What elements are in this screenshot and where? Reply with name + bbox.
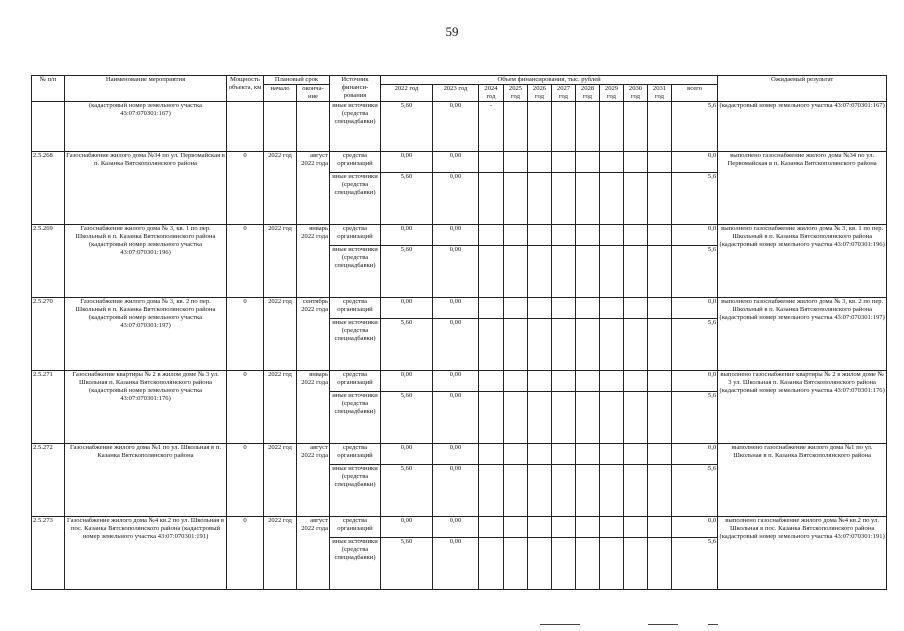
table-row bbox=[32, 102, 887, 152]
row-source-1-2023: 0,00 bbox=[433, 517, 479, 538]
empty-cell bbox=[648, 173, 672, 225]
row-source-1-2023: 0,00 bbox=[433, 444, 479, 465]
empty-cell bbox=[528, 152, 552, 173]
empty-cell bbox=[600, 371, 624, 392]
header-total: всего bbox=[672, 85, 718, 102]
row-source-1: средства организаций bbox=[330, 225, 381, 246]
empty-cell bbox=[504, 371, 528, 392]
empty-cell bbox=[504, 173, 528, 225]
row-source-2-2022: 5,60 bbox=[381, 465, 433, 517]
row-end: январь 2022 года bbox=[297, 371, 330, 444]
cont-source: иные источники (средства спецнадбавки) bbox=[330, 102, 381, 152]
empty-cell bbox=[528, 444, 552, 465]
empty-cell bbox=[479, 392, 504, 444]
empty-cell bbox=[600, 246, 624, 298]
row-name: Газоснабжение жилого дома №4 кв.2 по ул. Школьная в пос. Казанка Вятскополянского района (кадастровый номер земельного участка 43:07:070301:191) bbox=[65, 517, 227, 590]
row-source-1-2022: 0,00 bbox=[381, 444, 433, 465]
empty-cell bbox=[624, 465, 648, 517]
header-2031: 2031 год bbox=[648, 85, 672, 102]
header-2028: 2028 год bbox=[576, 85, 600, 102]
empty-cell bbox=[600, 298, 624, 319]
empty-cell bbox=[528, 225, 552, 246]
table-row bbox=[32, 444, 887, 465]
row-end: август 2022 года bbox=[297, 517, 330, 590]
row-source-2-total: 5,6 bbox=[672, 538, 718, 590]
empty-cell bbox=[504, 517, 528, 538]
empty-cell bbox=[479, 225, 504, 246]
empty-cell bbox=[648, 371, 672, 392]
empty-cell bbox=[624, 517, 648, 538]
row-start: 2022 год bbox=[264, 371, 297, 444]
cont-2022: 5,60 bbox=[381, 102, 433, 152]
empty-cell bbox=[528, 517, 552, 538]
row-source-2: иные источники (средства спецнадбавки) bbox=[330, 538, 381, 590]
empty-cell bbox=[648, 538, 672, 590]
row-source-2: иные источники (средства спецнадбавки) bbox=[330, 392, 381, 444]
row-source-1-total: 0,0 bbox=[672, 444, 718, 465]
header-2023: 2023 год bbox=[433, 85, 479, 102]
empty-cell bbox=[624, 319, 648, 371]
empty-cell bbox=[528, 246, 552, 298]
empty-cell bbox=[600, 392, 624, 444]
empty-cell bbox=[648, 465, 672, 517]
empty-cell bbox=[479, 246, 504, 298]
empty-cell bbox=[479, 465, 504, 517]
empty-cell bbox=[648, 392, 672, 444]
empty-cell bbox=[528, 392, 552, 444]
row-source-2-2023: 0,00 bbox=[433, 392, 479, 444]
row-name: Газоснабжение жилого дома № 3, кв. 2 по пер. Школьный в п. Казанка Вятскополянского района (кадастровый номер земельного участка 43:07:070301:197) bbox=[65, 298, 227, 371]
row-result: выполнено газоснабжение квартиры № 2 в жилом доме № 3 ул. Школьная п. Казанка Вятскополянского района (кадастровый номер земельного участка 43:07:070301:176) bbox=[718, 371, 887, 444]
row-source-2: иные источники (средства спецнадбавки) bbox=[330, 319, 381, 371]
cont-2024: - bbox=[479, 102, 504, 152]
row-result: выполнено газоснабжение жилого дома № 3, кв. 2 по пер. Школьный в п. Казанка Вятскополянского района (кадастровый номер земельного участка 43:07:070301:197) bbox=[718, 298, 887, 371]
row-source-2-2023: 0,00 bbox=[433, 465, 479, 517]
row-start: 2022 год bbox=[264, 152, 297, 225]
row-source-1-total: 0,0 bbox=[672, 298, 718, 319]
row-source-2-total: 5,6 bbox=[672, 246, 718, 298]
header-start: начало bbox=[264, 85, 297, 102]
empty-cell bbox=[624, 392, 648, 444]
empty-cell bbox=[504, 152, 528, 173]
empty-cell bbox=[648, 246, 672, 298]
row-capacity: 0 bbox=[227, 225, 264, 298]
empty-cell bbox=[528, 371, 552, 392]
empty-cell bbox=[479, 319, 504, 371]
empty-cell bbox=[600, 444, 624, 465]
row-source-2-total: 5,6 bbox=[672, 465, 718, 517]
empty-cell bbox=[576, 392, 600, 444]
empty-cell bbox=[648, 298, 672, 319]
row-start: 2022 год bbox=[264, 444, 297, 517]
header-source: Источник финанси- рования bbox=[330, 76, 381, 102]
row-source-1: средства организаций bbox=[330, 517, 381, 538]
row-name: Газоснабжение жилого дома №1 по ул. Школьная в п. Казанка Вятскополянского района bbox=[65, 444, 227, 517]
row-num: 2.5.268 bbox=[32, 152, 65, 225]
footer-line bbox=[648, 624, 678, 625]
row-source-2-2023: 0,00 bbox=[433, 246, 479, 298]
empty-cell bbox=[552, 298, 576, 319]
row-source-1-2023: 0,00 bbox=[433, 371, 479, 392]
row-source-2-total: 5,6 bbox=[672, 392, 718, 444]
row-source-2-total: 5,6 bbox=[672, 173, 718, 225]
empty-cell bbox=[576, 538, 600, 590]
empty-cell bbox=[479, 152, 504, 173]
cont-result: (кадастровый номер земельного участка 43:07:070301:167) bbox=[718, 102, 887, 152]
table-row bbox=[32, 298, 887, 319]
table-row bbox=[32, 371, 887, 392]
row-num: 2.5.269 bbox=[32, 225, 65, 298]
row-source-1-2022: 0,00 bbox=[381, 517, 433, 538]
row-source-1: средства организаций bbox=[330, 444, 381, 465]
empty-cell bbox=[552, 538, 576, 590]
row-source-2: иные источники (средства спецнадбавки) bbox=[330, 246, 381, 298]
empty-cell bbox=[600, 319, 624, 371]
row-end: август 2022 года bbox=[297, 152, 330, 225]
cont-name: (кадастровый номер земельного участка 43:07:070301:167) bbox=[65, 102, 227, 152]
row-num: 2.5.271 bbox=[32, 371, 65, 444]
row-source-1-2022: 0,00 bbox=[381, 152, 433, 173]
row-num: 2.5.273 bbox=[32, 517, 65, 590]
empty-cell bbox=[648, 152, 672, 173]
row-capacity: 0 bbox=[227, 298, 264, 371]
row-source-2-2022: 5,60 bbox=[381, 173, 433, 225]
row-source-1-2022: 0,00 bbox=[381, 298, 433, 319]
row-num: 2.5.272 bbox=[32, 444, 65, 517]
empty-cell bbox=[528, 173, 552, 225]
header-2022: 2022 год bbox=[381, 85, 433, 102]
empty-cell bbox=[552, 152, 576, 173]
row-source-1: средства организаций bbox=[330, 371, 381, 392]
empty-cell bbox=[528, 538, 552, 590]
header-end: оконча- ние bbox=[297, 85, 330, 102]
empty-cell bbox=[504, 444, 528, 465]
row-source-1-total: 0,0 bbox=[672, 152, 718, 173]
empty-cell bbox=[479, 298, 504, 319]
empty-cell bbox=[600, 152, 624, 173]
row-source-1-total: 0,0 bbox=[672, 517, 718, 538]
row-source-1-2022: 0,00 bbox=[381, 225, 433, 246]
row-end: сентябрь 2022 года bbox=[297, 298, 330, 371]
empty-cell bbox=[504, 465, 528, 517]
empty-cell bbox=[479, 538, 504, 590]
header-2024: 2024 год bbox=[479, 85, 504, 102]
empty-cell bbox=[504, 319, 528, 371]
row-source-2-2022: 5,60 bbox=[381, 392, 433, 444]
empty-cell bbox=[624, 538, 648, 590]
row-name: Газоснабжение жилого дома №34 по ул. Первомайская в п. Казанка Вятскополянского района bbox=[65, 152, 227, 225]
empty-cell bbox=[624, 225, 648, 246]
header-capacity: Мощность объекта, км bbox=[227, 76, 264, 102]
row-source-1: средства организаций bbox=[330, 298, 381, 319]
row-capacity: 0 bbox=[227, 152, 264, 225]
empty-cell bbox=[600, 538, 624, 590]
empty-cell bbox=[648, 225, 672, 246]
empty-cell bbox=[600, 465, 624, 517]
empty-cell bbox=[648, 517, 672, 538]
empty-cell bbox=[528, 319, 552, 371]
row-source-1-2022: 0,00 bbox=[381, 371, 433, 392]
table-row bbox=[32, 517, 887, 538]
empty-cell bbox=[600, 225, 624, 246]
empty-cell bbox=[576, 246, 600, 298]
row-source-1-total: 0,0 bbox=[672, 371, 718, 392]
row-result: выполнено газоснабжение жилого дома №1 по ул. Школьная в п. Казанка Вятскополянского района bbox=[718, 444, 887, 517]
table-header bbox=[32, 76, 887, 102]
footer-line bbox=[540, 624, 580, 625]
row-source-1-2023: 0,00 bbox=[433, 152, 479, 173]
header-plan-term: Плановый срок bbox=[264, 76, 330, 85]
empty-cell bbox=[600, 517, 624, 538]
row-start: 2022 год bbox=[264, 298, 297, 371]
empty-cell bbox=[479, 517, 504, 538]
empty-cell bbox=[504, 392, 528, 444]
empty-cell bbox=[576, 444, 600, 465]
empty-cell bbox=[576, 298, 600, 319]
row-end: январь 2022 года bbox=[297, 225, 330, 298]
empty-cell bbox=[624, 152, 648, 173]
row-source-1-total: 0,0 bbox=[672, 225, 718, 246]
cont-2023: 0,00 bbox=[433, 102, 479, 152]
empty-cell bbox=[624, 298, 648, 319]
row-source-1: средства организаций bbox=[330, 152, 381, 173]
empty-cell bbox=[648, 444, 672, 465]
row-source-2-2023: 0,00 bbox=[433, 538, 479, 590]
cont-total: 5,6 bbox=[672, 102, 718, 152]
row-end: август 2022 года bbox=[297, 444, 330, 517]
empty-cell bbox=[624, 444, 648, 465]
page-number: 59 bbox=[445, 24, 459, 39]
header-result: Ожидаемый результат bbox=[718, 76, 887, 102]
row-source-2-2022: 5,60 bbox=[381, 538, 433, 590]
row-result: выполнено газоснабжение жилого дома №34 по ул. Первомайская в п. Казанка Вятскополянского района bbox=[718, 152, 887, 225]
empty-cell bbox=[552, 392, 576, 444]
empty-cell bbox=[504, 225, 528, 246]
row-source-2: иные источники (средства спецнадбавки) bbox=[330, 465, 381, 517]
footer-line bbox=[708, 624, 718, 625]
row-source-2-2022: 5,60 bbox=[381, 246, 433, 298]
row-source-1-2023: 0,00 bbox=[433, 298, 479, 319]
empty-cell bbox=[576, 319, 600, 371]
row-result: выполнено газоснабжение жилого дома № 3, кв. 1 по пер. Школьный в п. Казанка Вятскополянского района (кадастровый номер земельного участка 43:07:070301:196) bbox=[718, 225, 887, 298]
header-2027: 2027 год bbox=[552, 85, 576, 102]
row-name: Газоснабжение квартиры № 2 в жилом доме № 3 ул. Школьная п. Казанка Вятскополянского района (кадастровый номер земельного участка 43:07:070301:176) bbox=[65, 371, 227, 444]
table-row bbox=[32, 152, 887, 173]
row-result: выполнено газоснабжение жилого дома №4 кв.2 по ул. Школьная в пос. Казанка Вятскополянского района (кадастровый номер земельного участка 43:07:070301:191) bbox=[718, 517, 887, 590]
row-num: 2.5.270 bbox=[32, 298, 65, 371]
header-2029: 2029 год bbox=[600, 85, 624, 102]
header-name: Наименование мероприятия bbox=[65, 76, 227, 102]
row-source-2: иные источники (средства спецнадбавки) bbox=[330, 173, 381, 225]
empty-cell bbox=[648, 319, 672, 371]
empty-cell bbox=[624, 371, 648, 392]
empty-cell bbox=[552, 246, 576, 298]
row-capacity: 0 bbox=[227, 517, 264, 590]
row-start: 2022 год bbox=[264, 517, 297, 590]
header-2030: 2030 год bbox=[624, 85, 648, 102]
empty-cell bbox=[552, 319, 576, 371]
row-capacity: 0 bbox=[227, 371, 264, 444]
row-source-2-2023: 0,00 bbox=[433, 319, 479, 371]
empty-cell bbox=[624, 246, 648, 298]
empty-cell bbox=[504, 246, 528, 298]
empty-cell bbox=[576, 371, 600, 392]
empty-cell bbox=[552, 225, 576, 246]
empty-cell bbox=[576, 225, 600, 246]
row-name: Газоснабжение жилого дома № 3, кв. 1 по пер. Школьный в п. Казанка Вятскополянского района (кадастровый номер земельного участка 43:07:070301:196) bbox=[65, 225, 227, 298]
empty-cell bbox=[552, 173, 576, 225]
empty-cell bbox=[600, 173, 624, 225]
empty-cell bbox=[479, 444, 504, 465]
empty-cell bbox=[504, 538, 528, 590]
header-num: № п/п bbox=[32, 76, 65, 102]
empty-cell bbox=[552, 465, 576, 517]
row-capacity: 0 bbox=[227, 444, 264, 517]
empty-cell bbox=[576, 173, 600, 225]
empty-cell bbox=[504, 298, 528, 319]
row-source-2-2022: 5,60 bbox=[381, 319, 433, 371]
row-source-2-total: 5,6 bbox=[672, 319, 718, 371]
row-start: 2022 год bbox=[264, 225, 297, 298]
header-volume: Объем финансирования, тыс. рублей bbox=[381, 76, 718, 85]
header-2026: 2026 год bbox=[528, 85, 552, 102]
financing-table bbox=[31, 75, 887, 590]
empty-cell bbox=[479, 173, 504, 225]
table-row bbox=[32, 225, 887, 246]
empty-cell bbox=[552, 444, 576, 465]
empty-cell bbox=[576, 152, 600, 173]
empty-cell bbox=[528, 465, 552, 517]
empty-cell bbox=[552, 371, 576, 392]
header-2025: 2025 год bbox=[504, 85, 528, 102]
row-source-1-2023: 0,00 bbox=[433, 225, 479, 246]
empty-cell bbox=[576, 465, 600, 517]
empty-cell bbox=[576, 517, 600, 538]
empty-cell bbox=[479, 371, 504, 392]
row-source-2-2023: 0,00 bbox=[433, 173, 479, 225]
empty-cell bbox=[552, 517, 576, 538]
empty-cell bbox=[624, 173, 648, 225]
empty-cell bbox=[528, 298, 552, 319]
